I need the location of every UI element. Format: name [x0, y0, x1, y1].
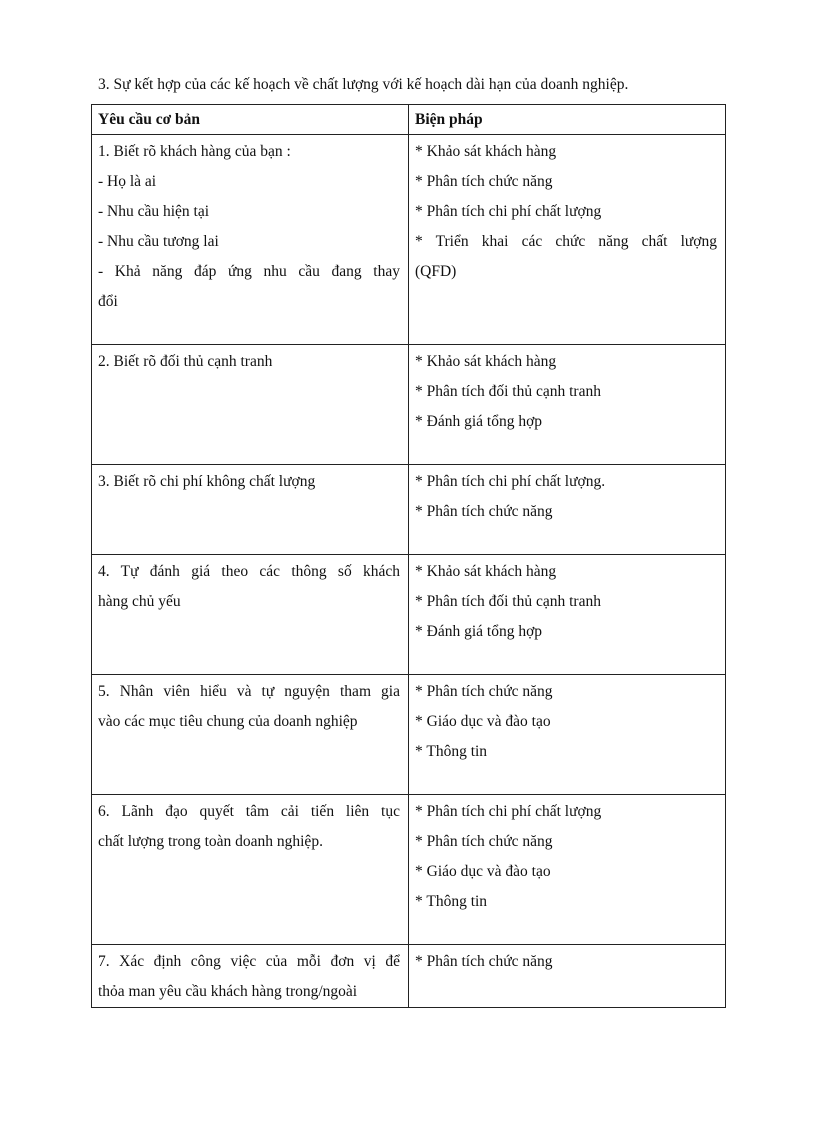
table-header-row [92, 105, 726, 135]
cell-line: - Nhu cầu hiện tại [98, 203, 210, 220]
table-row [92, 465, 726, 555]
cell-line: * Phân tích chức năng [415, 503, 553, 520]
cell-line: * Phân tích chi phí chất lượng [415, 203, 602, 220]
cell-line: * Phân tích đối thủ cạnh tranh [415, 383, 601, 400]
cell-line: 6. Lãnh đạo quyết tâm cải tiến liên tục [98, 803, 400, 820]
cell-line: * Thông tin [415, 893, 488, 910]
measures-cell [409, 945, 726, 1008]
table-row [92, 945, 726, 1008]
cell-line: * Khảo sát khách hàng [415, 143, 557, 160]
cell-line: * Khảo sát khách hàng [415, 563, 557, 580]
cell-line: * Phân tích chức năng [415, 683, 553, 700]
table-row [92, 675, 726, 795]
table-row [92, 135, 726, 345]
cell-line: * Thông tin [415, 743, 488, 760]
table-row [92, 345, 726, 465]
requirement-cell [92, 945, 409, 1008]
cell-line: * Phân tích chức năng [415, 173, 553, 190]
header-requirement: Yêu cầu cơ bản [92, 105, 409, 135]
measures-cell [409, 345, 726, 465]
cell-line: * Phân tích đối thủ cạnh tranh [415, 593, 601, 610]
cell-line: 7. Xác định công việc của mỗi đơn vị để [98, 953, 400, 970]
cell-line: * Đánh giá tổng hợp [415, 623, 543, 640]
requirement-cell [92, 135, 409, 345]
cell-line: * Phân tích chức năng [415, 953, 553, 970]
cell-line: 4. Tự đánh giá theo các thông số khách [98, 563, 400, 580]
requirements-table [91, 104, 726, 1008]
cell-line: đổi [98, 293, 118, 310]
requirement-cell [92, 555, 409, 675]
cell-line: * Phân tích chi phí chất lượng. [415, 473, 606, 490]
measures-cell [409, 555, 726, 675]
cell-line: 2. Biết rõ đối thủ cạnh tranh [98, 353, 273, 370]
cell-line: - Họ là ai [98, 173, 157, 190]
requirement-cell [92, 465, 409, 555]
cell-line: 1. Biết rõ khách hàng của bạn : [98, 143, 291, 160]
cell-line: * Giáo dục và đào tạo [415, 863, 551, 880]
cell-line: * Khảo sát khách hàng [415, 353, 557, 370]
cell-line: vào các mục tiêu chung của doanh nghiệp [98, 713, 358, 730]
measures-cell [409, 135, 726, 345]
requirement-cell [92, 795, 409, 945]
cell-line: * Phân tích chi phí chất lượng [415, 803, 602, 820]
cell-line: thỏa man yêu cầu khách hàng trong/ngoài [98, 983, 358, 1000]
cell-line: * Giáo dục và đào tạo [415, 713, 551, 730]
header-measures: Biện pháp [409, 105, 726, 135]
cell-line: * Triển khai các chức năng chất lượng [415, 233, 717, 250]
cell-line: - Khả năng đáp ứng nhu cầu đang thay [98, 263, 400, 280]
section-heading: 3. Sự kết hợp của các kế hoạch về chất lượng với kế hoạch dài hạn của doanh nghiệp. [98, 76, 629, 93]
measures-cell [409, 675, 726, 795]
cell-line: 5. Nhân viên hiểu và tự nguyện tham gia [98, 683, 400, 700]
requirement-cell [92, 345, 409, 465]
table-row [92, 795, 726, 945]
cell-line: * Phân tích chức năng [415, 833, 553, 850]
cell-line: hàng chủ yếu [98, 593, 181, 610]
measures-cell [409, 795, 726, 945]
table-row [92, 555, 726, 675]
cell-line: chất lượng trong toàn doanh nghiệp. [98, 833, 323, 850]
cell-line: (QFD) [415, 263, 457, 280]
cell-line: 3. Biết rõ chi phí không chất lượng [98, 473, 316, 490]
requirement-cell [92, 675, 409, 795]
measures-cell [409, 465, 726, 555]
cell-line: * Đánh giá tổng hợp [415, 413, 543, 430]
cell-line: - Nhu cầu tương lai [98, 233, 219, 250]
